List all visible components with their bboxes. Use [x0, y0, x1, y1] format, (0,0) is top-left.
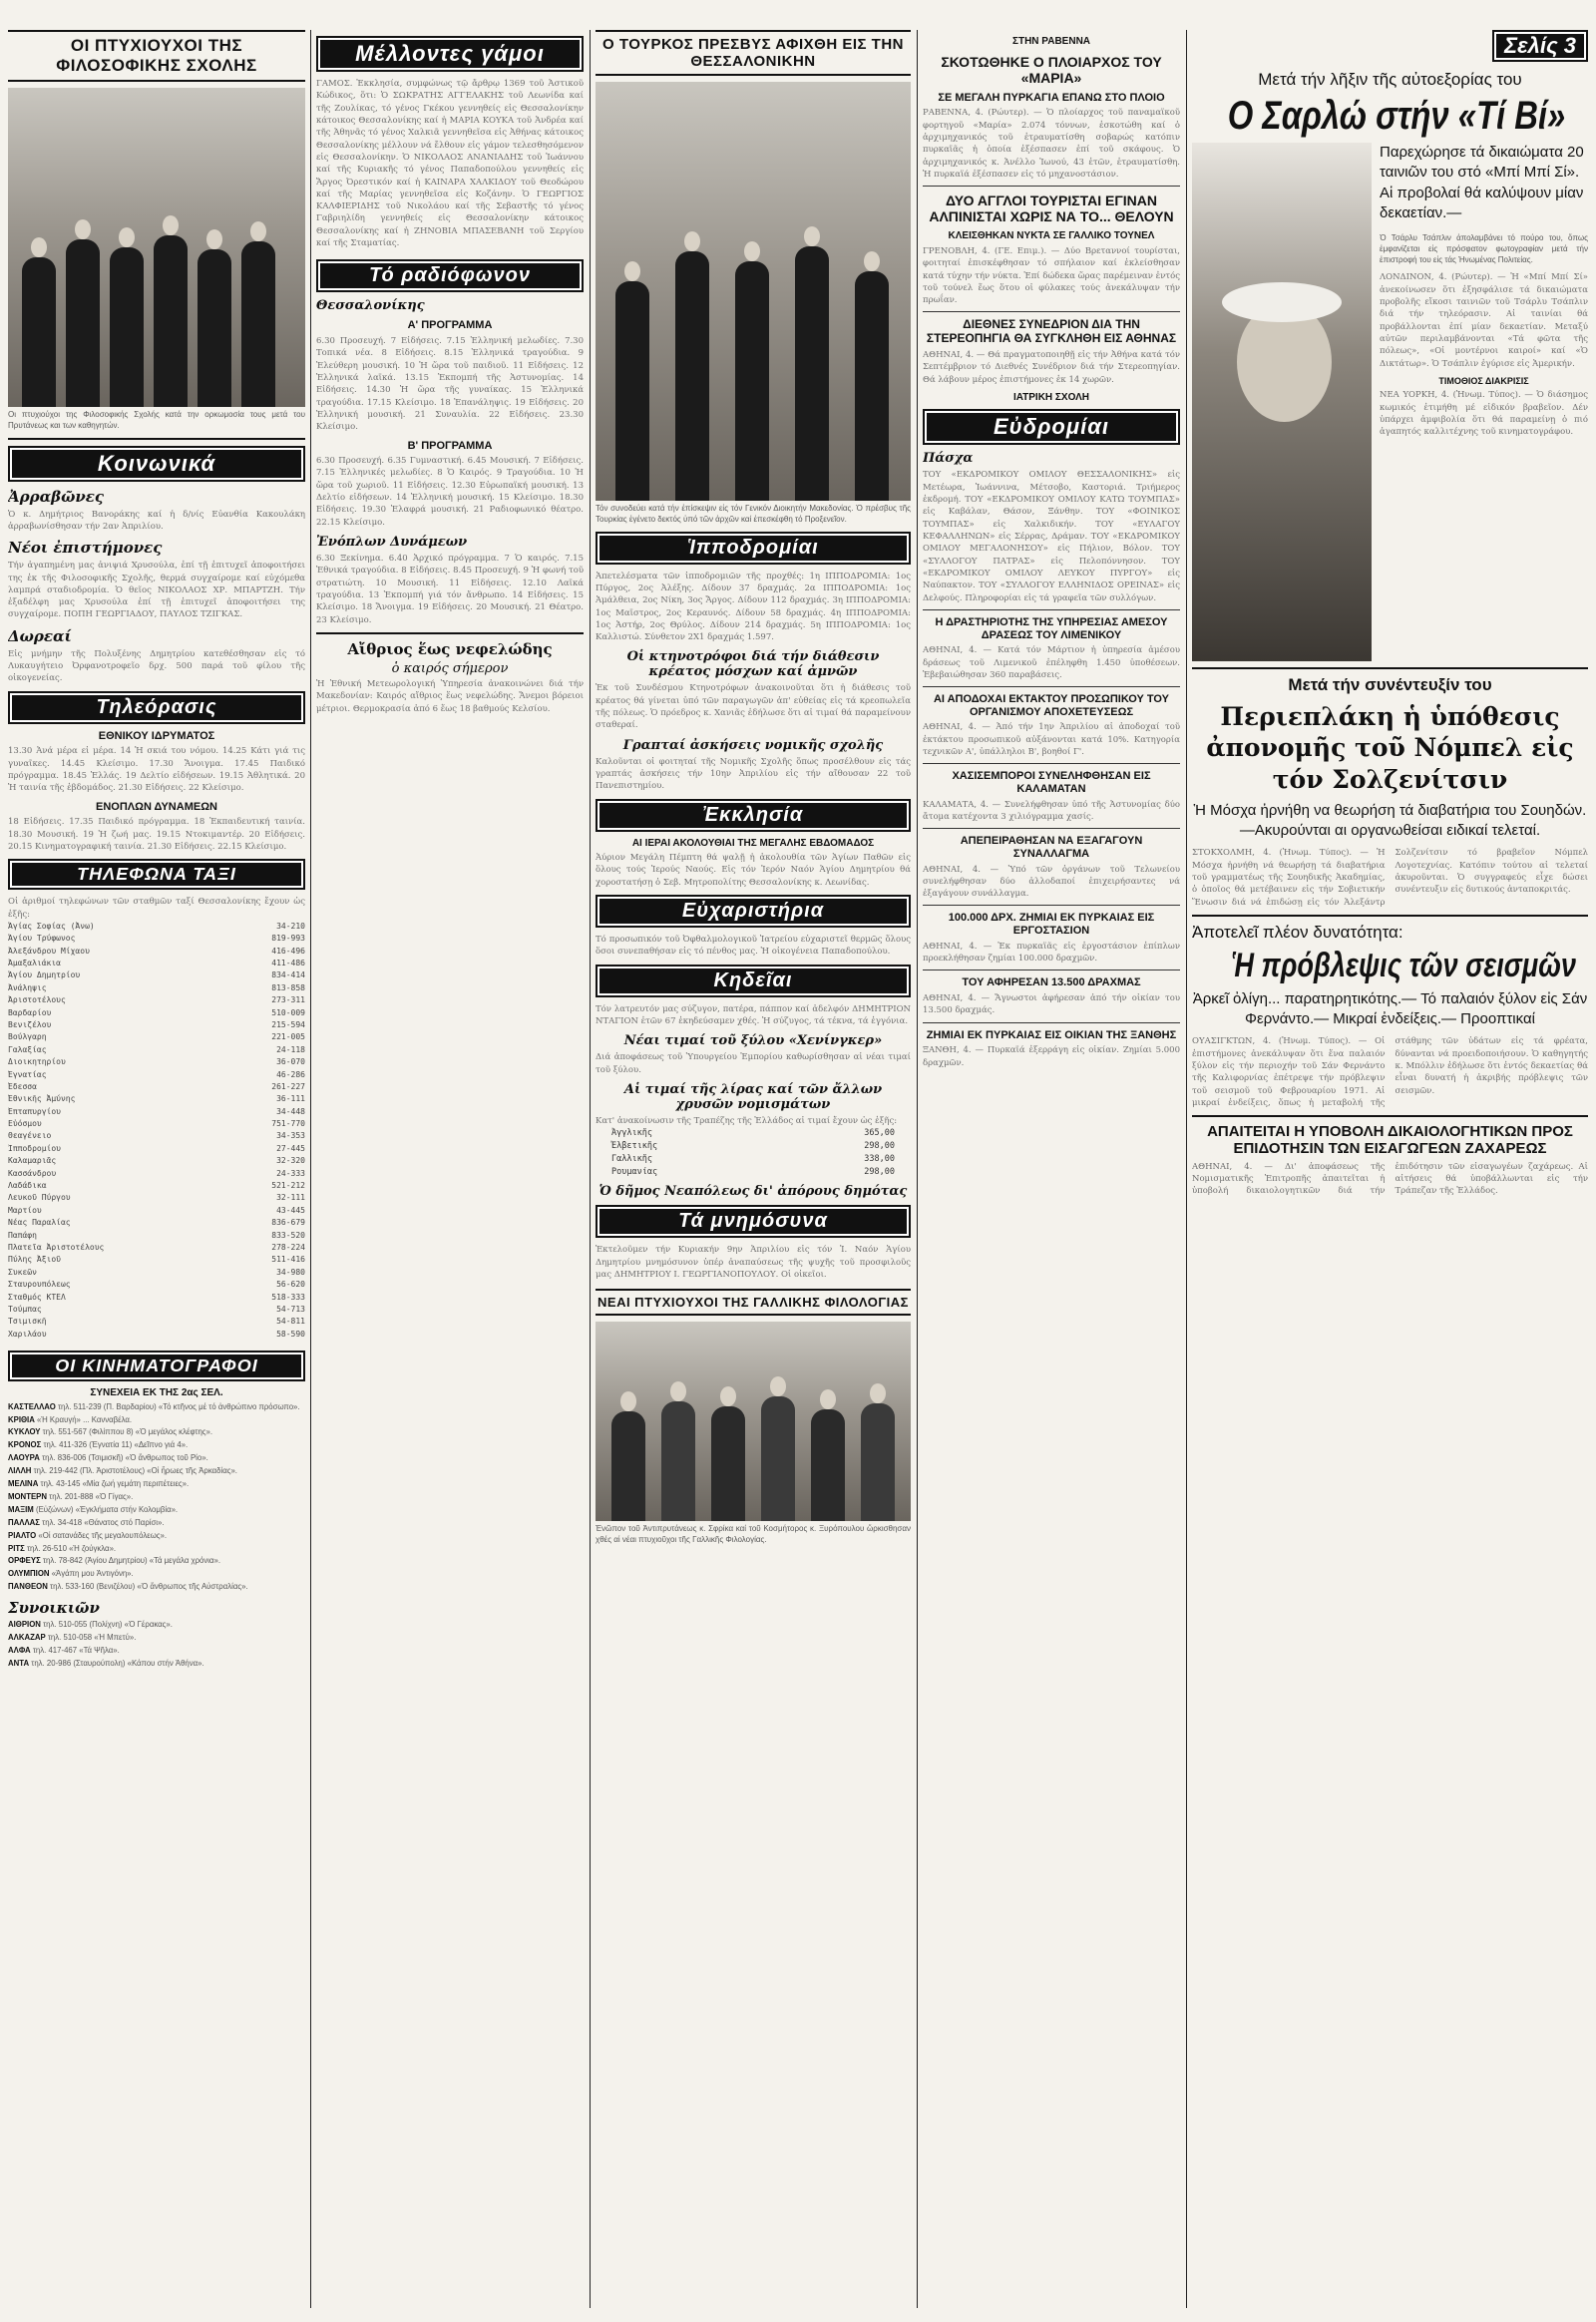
graduates-photo — [8, 88, 305, 407]
dorea-text: Εἰς μνήμην τῆς Πολυξένης Δημητρίου κατεθέσθησαν εἰς τό Λυκαυγήτειο Ὀρφανοτροφεῖο δρχ. 500 παρά τοῦ φίλου τῆς οἰκογενείας. — [8, 648, 305, 684]
chaplin-photo — [1192, 143, 1372, 661]
xanthi-header: ΖΗΜΙΑΙ ΕΚ ΠΥΡΚΑΙΑΣ ΕΙΣ ΟΙΚΙΑΝ ΤΗΣ ΞΑΝΘΗΣ — [926, 1028, 1177, 1041]
cinema-name: ΚΥΚΛΟΥ — [8, 1427, 41, 1437]
ravenna-text: ΡΑΒΕΝΝΑ, 4. (Ρώυτερ). — Ὁ πλοίαρχος τοῦ παναμαϊκοῦ φορτηγοῦ «Μαρία» 2.074 τόννων, ἐσκοτώθη καί ὁ ἀρχιμηχανικός τοῦ ἐτραυματίσθη σοβαρώς κατόπιν πυρκαϊᾶς ἡ ὁποία ἐξέσπασεν ἐπί τοῦ σκάφους. Ὁ ἀρχιμηχανικός κ. Ἀνέλλο Ἰωνού, 43 ἐτῶν, ἐτραυματίσθη. Ἡ πυρκαϊά ἐξέσπασεν εἰς τό μηχανοστάσιον. — [923, 108, 1180, 180]
cinema-name: ΟΡΦΕΥΣ — [8, 1556, 41, 1566]
taxi-stand-number: 215-594 — [271, 1019, 305, 1029]
taxi-stand-name: Ἁγίας Σοφίας (Ἀνω) — [8, 921, 95, 931]
photo-caption: Οι πτυχιούχοι της Φιλοσοφικής Σχολής κατά την ορκωμοσία τους μετά του Πρυτάνεως και των καθηγητών. — [8, 410, 305, 430]
taxi-phone-row — [8, 921, 305, 933]
ktinotrofoi-header: Οἱ κτηνοτρόφοι διά τήν διάθεσιν κρέατος μόσχων καί ἀμνῶν — [626, 649, 880, 680]
cinema-details: τηλ. 219-442 (Πλ. Ἀριστοτέλους) «Οἱ ἥρωες τῆς Ἀρκαδίας». — [31, 1466, 237, 1476]
lires-header: Αἱ τιμαί τῆς λίρας καί τῶν ἄλλων χρυσῶν νομισμάτων — [623, 1081, 883, 1112]
taxi-stand-name: Ἁγίου Τρύφωνος — [8, 934, 76, 944]
column-3 — [596, 30, 911, 2314]
afairesi-text: ΑΘΗΝΑΙ, 4. — Ἄγνωστοι ἀφήρεσαν ἀπό τήν οἰκίαν του 13.500 δραχμάς. — [923, 993, 1180, 1016]
cinema-details: τηλ. 43-145 «Μία ζωή γεμάτη περιπέτειες». — [38, 1479, 190, 1489]
taxi-stand-number: 24-333 — [276, 1168, 305, 1178]
cinema-name: ΑΛΚΑΖΑΡ — [8, 1633, 46, 1643]
cinema-details: τηλ. 510-055 (Πολίχνη) «Ὁ Γέρακας». — [40, 1620, 173, 1630]
ktinotrofoi-text: Ἐκ τοῦ Συνδέσμου Κτηνοτρόφων ἀνακοινοῦται ὅτι ἡ διάθεσις τοῦ κρέατος θά γίνεται ὑπό τῶν παραγωγῶν ἀπ' εὐθείας εἰς τά κρεοπωλεῖα τῆς πόλεως. Ὁ πρόεδρος κ. Χανιᾶς ἐδήλωσε ὅτι αἱ τιμαί θά παραμείνουν σταθεραί. — [596, 683, 911, 731]
taxi-stand-number: 32-320 — [276, 1156, 305, 1166]
taxi-phone-row — [8, 982, 305, 994]
ekklisia-text: Ἀύριον Μεγάλη Πέμπτη θά ψαλῇ ἡ ἀκολουθία τῶν Ἁγίων Παθῶν εἰς ὅλους τούς Ἱερούς Ναούς. Εἰς τόν Ἱερόν Ναόν Ἁγίου Δημητρίου θά χοροστατήσῃ ὁ Σεβ. Μητροπολίτης Θεσσαλονίκης κ. Λεωνίδας. — [596, 853, 911, 888]
gold-price-row — [596, 1153, 911, 1166]
gold-price-list — [596, 1127, 911, 1178]
taxi-stand-number: 54-713 — [276, 1304, 305, 1314]
cinema-details: τηλ. 417-467 «Τά Ψῆλα». — [30, 1646, 120, 1655]
taxi-phone-row — [8, 969, 305, 981]
taxi-stand-number: 54-811 — [276, 1317, 305, 1327]
seismoi-top: Ἀποτελεῖ πλέον δυνατότητα: — [1192, 922, 1403, 942]
cinema-name: ΜΟΝΤΕΡΝ — [8, 1491, 47, 1501]
cinema-details: (Εὐζώνων) «Ἐγκλήματα στήν Κολομβία». — [33, 1504, 179, 1514]
taxi-stand-number: 43-445 — [276, 1205, 305, 1215]
taxi-phone-row — [8, 1031, 305, 1043]
ekklisia-sub: ΑΙ ΙΕΡΑΙ ΑΚΟΛΟΥΘΙΑΙ ΤΗΣ ΜΕΓΑΛΗΣ ΕΒΔΟΜΑΔΟΣ — [631, 837, 875, 849]
dimos-header: Ὁ δῆμος Νεαπόλεως δι' ἀπόρους δημότας — [598, 1184, 908, 1200]
taxi-stand-name: Σταθμός ΚΤΕΛ — [8, 1292, 66, 1302]
taxi-phone-row — [8, 1130, 305, 1142]
enoplon-header: Ἐνόπλων Δυνάμεων — [316, 535, 468, 551]
taxi-stand-name: Τούμπας — [8, 1304, 42, 1314]
taxi-phone-row — [8, 1254, 305, 1266]
cinema-entry — [8, 1544, 305, 1555]
taxi-stand-number: 27-445 — [276, 1143, 305, 1153]
coin-price: 338,00 — [864, 1153, 895, 1164]
column-5 — [1192, 30, 1588, 2314]
taxi-stand-name: Χαριλάου — [8, 1329, 47, 1339]
dimosion-text: ΑΘΗΝΑΙ, 4. — Κατά τόν Μάρτιον ἡ ὑπηρεσία ἀμέσου δράσεως τοῦ Λιμενικοῦ ἐπέληφθη 1.450 ὑποθέσεων. Ἐβεβαιώθησαν 360 παραβάσεις. — [923, 645, 1180, 680]
programma-a-header: Α' ΠΡΟΓΡΑΜΜΑ — [407, 319, 493, 332]
cinema-entry — [8, 1505, 305, 1516]
cinema-entry — [8, 1633, 305, 1644]
cinema-details: τηλ. 411-326 (Ἐγνατία 11) «Δεῖπνο γιά 4». — [41, 1440, 189, 1450]
cinema-name: ΟΛΥΜΠΙΟΝ — [8, 1569, 50, 1579]
taxi-stand-number: 273-311 — [271, 995, 305, 1005]
kairos-sub: ὁ καιρός σήμερον — [391, 660, 509, 676]
cinema-details: τηλ. 511-239 (Π. Βαρδαρίου) «Τό κτῆνος μέ τό ἀνθρώπινο πρόσωπο». — [55, 1401, 300, 1411]
cinema-entry — [8, 1659, 305, 1670]
cinema-name: ΜΕΛΙΝΑ — [8, 1479, 39, 1489]
cinema-name: ΠΑΝΘΕΟΝ — [8, 1582, 48, 1592]
aggloi-text: ΓΡΕΝΟΒΛΗ, 4. (ΓΕ. Επιμ.). — Δύο Βρεταννοί τουρίσται, φοιτηταί ἐπισκέφθησαν τό σπήλαιον καί ἐκλείσθησαν κατά τύχην τήν νύκτα. Ἐπί δώδεκα ὥρας παρέμειναν ἐντός τοῦ τούνελ ἕως ὅτου οἱ φύλακες τούς ἀνεκάλυψαν τήν πρωΐαν. — [923, 245, 1180, 306]
kairos-text: Ἡ Ἐθνική Μετεωρολογική Ὑπηρεσία ἀνακοινώνει διά τήν Μακεδονίαν: Καιρός αἴθριος ἕως νεφελώδης. Ἄνεμοι βόρειοι μέτριοι. Θερμοκρασία ἀπό 6 ἕως 18 βαθμούς Κελσίου. — [316, 678, 584, 714]
taxi-stand-number: 278-224 — [271, 1242, 305, 1252]
cinema-name: ΚΡΙΘΙΑ — [8, 1414, 35, 1424]
apepiravsan-header: ΑΠΕΠΕΙΡΑΘΗΣΑΝ ΝΑ ΕΞΑΓΑΓΟΥΝ ΣΥΝΑΛΛΑΓΜΑ — [960, 835, 1143, 860]
tv-sub: Παρεχώρησε τά δικαιώματα 20 ταινιῶν του στό «Μπί Μπί Σί». Αἱ προβολαί θά καλύψουν μίαν δεκαετίαν.— — [1380, 144, 1584, 221]
kideiai-header: Κηδεῖαι — [596, 965, 911, 997]
taxi-stand-name: Γαλαξίας — [8, 1044, 47, 1054]
cinema-details: τηλ. 533-160 (Βενιζέλου) «Ὁ ἄνθρωπος τῆς Αὐστραλίας». — [47, 1582, 248, 1592]
cinema-entry — [8, 1582, 305, 1593]
ambassador-photo — [596, 82, 911, 501]
taxi-stand-name: Καλαμαριᾶς — [8, 1156, 57, 1166]
cinema-name: ΛΙΛΛΗ — [8, 1466, 32, 1476]
synedrion-header: ΔΙΕΘΝΕΣ ΣΥΝΕΔΡΙΟΝ ΔΙΑ ΤΗΝ ΣΤΕΡΕΟΠΗΓΙΑ ΘΑ ΣΥΓΚΛΗΘΗ ΕΙΣ ΑΘΗΝΑΣ — [926, 317, 1177, 346]
taxi-stand-number: 56-620 — [276, 1280, 305, 1290]
aggloi-header: ΔΥΟ ΑΓΓΛΟΙ ΤΟΥΡΙΣΤΑΙ ΕΓΙΝΑΝ ΑΛΠΙΝΙΣΤΑΙ ΧΩΡΙΣ ΝΑ ΤΟ... ΘΕΛΟΥΝ — [929, 193, 1174, 225]
eudromiai-sub: Πάσχα — [923, 451, 974, 467]
tourkos-caption: Τόν συνοδεύει κατά τήν ἐπίσκεψιν εἰς τόν Γενικόν Διοικητήν Μακεδονίας. Ὁ πρέσβυς τῆς Τουρκίας ἐγένετο δεκτός ὑπό τῶν ἀρχῶν καί ἐπεσκέφθη τό Προξενεῖον. — [596, 504, 911, 524]
mellontes-text: ΓΑΜΟΣ. Ἐκκλησία, συμφώνως τῷ ἄρθρῳ 1369 τοῦ Ἀστικοῦ Κώδικος, ὅτι: Ὁ ΣΩΚΡΑΤΗΣ ΑΓΓΕΛΑΚΗΣ τοῦ Λεωνίδα καί τῆς Ζουλίκας, τό γένος Γκέκου γεννηθείς εἰς Θεσσαλονίκην κάτοικος Θεσσαλονίκης καί ἡ ΜΑΡΙΑ ΚΟΥΚΑ τοῦ Ἀνδρέα καί τῆς Ἀθηνᾶς τό γένος Χαλκιᾶ γεννηθεῖσα εἰς Ἀθήνας κάτοικος Θεσσαλονίκης μέλλουν νά ἔλθουν εἰς γάμον τελεσθησόμενον εἰς Θεσσαλονίκην. Ὁ ΝΙΚΟΛΑΟΣ ΑΝΑΝΙΑΔΗΣ τοῦ Ἰωάννου καί τῆς Κυριακῆς τό γένος Παπαδοπούλου γεννηθείς εἰς Ἄργος Ὀρεστικόν καί ἡ ΚΑΙΝΑΡΑ ΧΑΛΚΙΔΟΥ τοῦ Θεοδώρου καί τῆς Μαρίας γεννηθεῖσα εἰς Κοζάνην. Ὁ ΓΕΩΡΓΙΟΣ ΚΑΛΦΙΕΡΙΔΗΣ τοῦ Νικολάου καί τῆς Σεβαστῆς τό γένος Γαβριηλίδη γεννηθείς εἰς Θεσσαλονίκην κάτοικος Θεσσαλονίκης καί ἡ ΖΗΝΟΒΙΑ ΜΠΑΣΕΒΑΝΗ τοῦ Σεργίου καί τῆς Σταματίας. — [316, 79, 584, 249]
taxi-phone-row — [8, 933, 305, 945]
taxi-phone-row — [8, 946, 305, 958]
taxi-phone-list — [8, 921, 305, 1341]
arravones-header: Ἀρραβῶνες — [8, 487, 105, 506]
cinema-entry — [8, 1479, 305, 1490]
kairos-header: Αἴθριος ἕως νεφελώδης — [347, 639, 553, 658]
programma-b-header: Β' ΠΡΟΓΡΑΜΜΑ — [407, 439, 493, 452]
taxi-stand-number: 32-111 — [276, 1193, 305, 1203]
column-rule — [590, 30, 591, 2308]
eid-text: 13.30 Ἀνά μέρα εἰ μέρα. 14 Ἡ σκιά του νόμου. 14.25 Κάτι γιά τις γυναῖκες. 14.45 Κλείσιμο. 17.30 Ἄνοιγμα. 17.45 Παιδικό πρόγραμμα. 18.45 Ἐλλάς. 19 Δελτίο εἰδήσεων. 19.15 Ἀθλητικά. 20 Ἡ ταινία τῆς ἑβδομάδος. 21.30 Εἰδήσεις. 22 Κλείσιμο. — [8, 746, 305, 794]
taxi-phone-row — [8, 1118, 305, 1130]
xanthi-text: ΞΑΝΘΗ, 4. — Πυρκαϊά ἐξερράγη εἰς οἰκίαν. Ζημίαι 5.000 δραχμῶν. — [923, 1045, 1180, 1068]
taxi-phone-row — [8, 1192, 305, 1204]
coin-name: Γαλλικῆς — [611, 1153, 652, 1164]
taxi-stand-number: 411-486 — [271, 958, 305, 968]
taxi-phone-row — [8, 1279, 305, 1291]
kideiai-text: Τόν λατρευτόν μας σύζυγον, πατέρα, πάππον καί ἀδελφόν ΔΗΜΗΤΡΙΟΝ ΝΤΑΓΙΟΝ ἐτῶν 67 ἐκηδεύσαμεν χθές. Ἡ σύζυγος, τά τέκνα, τά ἐγγόνια. — [596, 1003, 911, 1027]
seismoi-sub: Ἀρκεῖ ὀλίγη... παρατηρητικότης.— Τό παλαιόν ξύλον εἰς Σάν Φερνάντο.— Μικραί ἐνδείξεις.— Προοπτικαί — [1192, 989, 1588, 1028]
dorea-header: Δωρεαί — [8, 626, 72, 645]
cinema-name: ΑΝΤΑ — [8, 1658, 30, 1668]
taxi-phone-row — [8, 1155, 305, 1167]
taxi-stand-number: 813-858 — [271, 982, 305, 992]
zimiai-text: ΑΘΗΝΑΙ, 4. — Ἐκ πυρκαϊᾶς εἰς ἐργοστάσιον ἐπίπλων προεκλήθησαν ζημίαι 100.000 δραχμῶν. — [923, 941, 1180, 965]
tv-caption: Ὁ Τσάρλυ Τσάπλιν ἀπολαμβάνει τό πούρο του, ὅπως ἐμφανίζεται εἰς πρόσφατον φωτογραφίαν μετά τήν ἐπιστροφή του εἰς τάς Ἡνωμένας Πολιτείας. — [1380, 233, 1588, 264]
cinema-entry — [8, 1492, 305, 1503]
taxi-stand-number: 261-227 — [271, 1081, 305, 1091]
tv-author: ΤΙΜΟΘΙΟΣ ΔΙΑΚΡΙΣΙΣ — [1438, 375, 1529, 386]
taxi-stand-name: Πλατεῖα Ἀριστοτέλους — [8, 1242, 105, 1252]
cinema-entry — [8, 1415, 305, 1426]
cinema-details: τηλ. 510-058 «Ἡ Μπετύ». — [45, 1633, 137, 1643]
coin-name: Ρουμανίας — [611, 1166, 658, 1177]
taxi-stand-number: 836-679 — [271, 1218, 305, 1228]
nobel-text: ΣΤΟΚΧΟΛΜΗ, 4. (Ἡνωμ. Τύπος). — Ἡ Μόσχα ἠρνήθη νά θεωρήσῃ τά διαβατήρια τοῦ γραμματέως τῆς Σουηδικῆς Ἀκαδημίας, ὁ ὁποῖος θά μετέβαινεν εἰς τήν Σοβιετικήν Ἕνωσιν διά νά ἐπιδώσῃ εἰς τόν Ἀλεξάντρ Σολζενίτσιν τό βραβεῖον Νόμπελ Λογοτεχνίας. Κατόπιν τούτου αἱ τελεταί ἀκυροῦνται. Ὁ συγγραφεύς εἶχε δώσει συνέντευξιν εἰς δυτικούς ἀνταποκριτάς. — [1192, 848, 1588, 908]
taxi-phone-row — [8, 1069, 305, 1081]
taxi-stand-number: 24-118 — [276, 1044, 305, 1054]
cinema-details: τηλ. 836-006 (Τσιμισκῆ) «Ὁ ἄνθρωπος τοῦ Ρίο». — [39, 1453, 208, 1463]
cinema-list — [8, 1402, 305, 1594]
nees-text: Διά ἀποφάσεως τοῦ Ὑπουργείου Ἐμπορίου καθωρίσθησαν αἱ νέαι τιμαί τοῦ ξύλου. — [596, 1052, 911, 1075]
gallikis-banner: ΝΕΑΙ ΠΤΥΧΙΟΥΧΟΙ ΤΗΣ ΓΑΛΛΙΚΗΣ ΦΙΛΟΛΟΓΙΑΣ — [596, 1289, 911, 1316]
taxi-stand-name: Λαδάδικα — [8, 1181, 47, 1191]
programma-b-text: 6.30 Προσευχή. 6.35 Γυμναστική. 6.45 Μουσική. 7 Εἰδήσεις. 7.15 Ἑλληνικές μελωδίες. 8 Ὁ Καιρός. 9 Τραγούδια. 10 Ἡ ὥρα τοῦ χωριοῦ. 11 Εἰδήσεις. 12.30 Εὐρωπαϊκή μουσική. 13 Δελτίο εἰδήσεων. 14 Ἑλληνική μουσική. 15 Κλείσιμο. 18.30 Εἰδήσεις. 19.30 Ἐλαφρά μουσική. 21 Ραδιοφωνικό θέατρο. 22.15 Κλείσιμο. — [316, 456, 584, 528]
column-4 — [923, 30, 1180, 2314]
cinema-entry — [8, 1453, 305, 1464]
eid-header: ΕΘΝΙΚΟΥ ΙΔΡΥΜΑΤΟΣ — [98, 729, 215, 742]
cinema-entry — [8, 1518, 305, 1529]
eucharistiria-text: Τό προσωπικόν τοῦ Ὀφθαλμολογικοῦ Ἰατρείου εὐχαριστεῖ θερμῶς ὅλους ὅσοι συνεπαθήσαν εἰς τό πένθος μας. Ἡ οἰκογένεια Παπαδοπούλου. — [596, 935, 911, 958]
neoi-header: Νέοι ἐπιστήμονες — [8, 539, 163, 558]
cinema-name: ΑΙΘΡΙΟΝ — [8, 1620, 41, 1630]
taxi-phone-row — [8, 1143, 305, 1155]
ravenna-header: ΣΚΟΤΩΘΗΚΕ Ο ΠΛΟΙΑΡΧΟΣ ΤΟΥ «ΜΑΡΙΑ» — [941, 53, 1162, 86]
taxi-stand-name: Μαρτίου — [8, 1205, 42, 1215]
taxi-phone-row — [8, 1106, 305, 1118]
french-graduates-photo — [596, 1322, 911, 1521]
koinonika-header: Κοινωνικά — [8, 446, 305, 482]
taxi-phone-row — [8, 958, 305, 969]
cinema-details: τηλ. 20-986 (Σταυρούπολη) «Κάπου στήν Ἀθήνα». — [29, 1658, 204, 1668]
taxi-stand-name: Εὐόσμου — [8, 1119, 42, 1129]
taxi-stand-number: 221-005 — [271, 1032, 305, 1042]
taxi-stand-number: 34-210 — [276, 921, 305, 931]
taxi-stand-name: Ἀνάληψις — [8, 982, 47, 992]
taxi-phone-row — [8, 1044, 305, 1056]
tileorasi-header: Τηλεόρασις — [8, 691, 305, 724]
iatriki-sub: ΙΑΤΡΙΚΗ ΣΧΟΛΗ — [1012, 391, 1090, 403]
coin-name: Ἐλβετικῆς — [611, 1141, 658, 1152]
mellontes-header: Μέλλοντες γάμοι — [316, 36, 584, 72]
synoikion-header: Συνοικιῶν — [8, 1599, 100, 1618]
kinimatografoi-sub: ΣΥΝΕΧΕΙΑ ΕΚ ΤΗΣ 2ας ΣΕΛ. — [90, 1387, 223, 1399]
taxi-stand-name: Ἀμαξαλιάκια — [8, 958, 61, 968]
taxi-stand-name: Διοικητηρίου — [8, 1057, 66, 1067]
taxi-stand-name: Βενιζέλου — [8, 1019, 52, 1029]
coin-name: Ἀγγλικῆς — [611, 1128, 652, 1139]
taxi-stand-name: Κασσάνδρου — [8, 1168, 57, 1178]
seismoi-headline: Ἡ πρόβλεψις τῶν σεισμῶν — [1231, 946, 1577, 984]
column-2 — [316, 30, 584, 2314]
nobel-headline: Περιεπλάκη ἡ ὑπόθεσις ἀπονομῆς τοῦ Νόμπελ εἰς τόν Σολζενίτσιν — [1206, 702, 1574, 794]
cinema-details: τηλ. 78-842 (Ἁγίου Δημητρίου) «Τά μεγάλα χρόνια». — [40, 1556, 221, 1566]
taxi-stand-number: 46-286 — [276, 1069, 305, 1079]
taxi-stand-name: Θεαγένειο — [8, 1131, 52, 1141]
taxi-stand-name: Συκεῶν — [8, 1267, 37, 1277]
enoplon-text: 6.30 Ξεκίνημα. 6.40 Ἀρχικό πρόγραμμα. 7 Ὁ καιρός. 7.15 Ἐθνικά τραγούδια. 8 Εἰδήσεις. 8.45 Προσευχή. 9 Ἡ φωνή τοῦ στρατιώτη. 10 Μουσική. 11 Εἰδήσεις. 12.10 Λαϊκά τραγούδια. 13 Ἐκπομπή γιά τόν ἄνθρωπο. 14 Εἰδήσεις. 15 Κλείσιμο. 18 Ἄνοιγμα. 19 Εἰδήσεις. 20 Μουσική. 21 Θέατρο. 23 Κλείσιμο. — [316, 554, 584, 625]
taxi-phone-row — [8, 1292, 305, 1304]
cinema-details: τηλ. 551-567 (Φιλίππου 8) «Ὁ μεγάλος κλέφτης». — [40, 1427, 213, 1437]
coin-price: 298,00 — [864, 1166, 895, 1177]
gallikis-caption: Ἐνῶπον τοῦ Ἀντιπρυτάνεως κ. Σφρίκα καί τοῦ Κοσμήτορος κ. Ξυρόπουλου ὤρκισθησαν χθές αἱ νέαι πτυχιοῦχοι τῆς Γαλλικῆς Φιλολογίας. — [596, 1524, 911, 1545]
taxi-stand-name: Ἀριστοτέλους — [8, 995, 66, 1005]
tv-headline: Ο Σαρλώ στήν «Τί Βί» — [1227, 94, 1566, 138]
cinema-name: ΠΑΛΛΑΣ — [8, 1517, 40, 1527]
eid2-header: ΕΝΟΠΛΩΝ ΔΥΝΑΜΕΩΝ — [96, 800, 217, 813]
taxi-stand-number: 518-333 — [271, 1292, 305, 1302]
nees-header: Νέαι τιμαί τοῦ ξύλου «Χενίνγκερ» — [623, 1033, 883, 1049]
column-rule — [917, 30, 918, 2308]
coin-price: 298,00 — [864, 1141, 895, 1152]
column-1 — [8, 30, 305, 2314]
taxi-stand-name: Λευκοῦ Πύργου — [8, 1193, 71, 1203]
sakcharis-header: ΑΠΑΙΤΕΙΤΑΙ Η ΥΠΟΒΟΛΗ ΔΙΚΑΙΟΛΟΓΗΤΙΚΩΝ ΠΡΟΣ ΕΠΙΔΟΤΗΣΙΝ ΤΩΝ ΕΙΣΑΓΩΓΕΩΝ ΖΑΧΑΡΕΩΣ — [1207, 1123, 1573, 1158]
taxi-stand-name: Παπάφη — [8, 1230, 37, 1240]
taxi-phone-row — [8, 1081, 305, 1093]
mnimosyna-text: Ἐκτελοῦμεν τήν Κυριακήν 9ην Ἀπριλίου εἰς τόν Ἱ. Ναόν Ἁγίου Δημητρίου μνημόσυνον ὑπέρ ἀναπαύσεως τῆς ψυχῆς τοῦ προσφιλοῦς μας ΔΗΜΗΤΡΙΟΥ Ι. ΓΕΩΡΓΙΑΝΟΠΟΥΛΟΥ. Οἱ οἰκεῖοι. — [596, 1245, 911, 1280]
tourkos-banner: Ο ΤΟΥΡΚΟΣ ΠΡΕΣΒΥΣ ΑΦΙΧΘΗ ΕΙΣ ΤΗΝ ΘΕΣΣΑΛΟΝΙΚΗΝ — [596, 30, 911, 76]
tv-text: ΛΟΝΔΙΝΟΝ, 4. (Ρώυτερ). — Ἡ «Μπί Μπί Σί» ἀνεκοίνωσεν ὅτι ἐξησφάλισε τά δικαιώματα προβολῆς εἴκοσι ταινιῶν τοῦ Τσάρλυ Τσάπλιν διά τήν τηλεόρασιν. Αἱ ταινίαι θά προβάλλονται ἐπί μίαν δεκαετίαν. Μεταξύ αὐτῶν περιλαμβάνονται «Τά φῶτα τῆς πόλεως», «Οἱ μοντέρνοι καιροί» καί «Ὁ Δικτάτωρ». Ὁ Τσάπλιν ἐγύρισε εἰς Ἀμερικήν. — [1380, 272, 1588, 369]
cinema-entry — [8, 1402, 305, 1413]
taxi-stand-number: 511-416 — [271, 1255, 305, 1265]
cinema-name: ΚΡΟΝΟΣ — [8, 1440, 42, 1450]
taxi-stand-number: 34-353 — [276, 1131, 305, 1141]
taxi-stand-number: 833-520 — [271, 1230, 305, 1240]
nobel-top: Μετά τήν συνέντευξίν του — [1288, 675, 1492, 694]
taxi-stand-number: 510-009 — [271, 1007, 305, 1017]
taxi-phone-row — [8, 1093, 305, 1105]
ippodromiai-header: Ἱπποδρομίαι — [596, 532, 911, 565]
page-number-sticker: Σελίς 3 — [1492, 30, 1588, 62]
cinema-details: τηλ. 34-418 «Θάνατος στό Παρίσι». — [39, 1517, 165, 1527]
taxi-stand-number: 819-993 — [271, 934, 305, 944]
apodoxai-text: ΑΘΗΝΑΙ, 4. — Ἀπό τήν 1ην Ἀπριλίου αἱ ἀποδοχαί τοῦ ἐκτάκτου προσωπικοῦ αὐξάνονται κατά 10%. Κατηγορία τεχνικῶν Α', ὑπάλληλοι Β', βοηθοί Γ'. — [923, 722, 1180, 758]
taxi-stand-name: Ἑπταπυργίου — [8, 1106, 61, 1116]
cinema-entry — [8, 1569, 305, 1580]
ippodromiai-text: Ἀπετελέσματα τῶν ἱπποδρομιῶν τῆς προχθές: 1η ΙΠΠΟΔΡΟΜΙΑ: 1ος Πύργος, 2ος Ἀλέξης. Δίδουν 37 δραχμάς. 2α ΙΠΠΟΔΡΟΜΙΑ: 1ος Ἀμάλθεια, 2ος Νίκη, 3ος Ἄργος. Δίδουν 112 δραχμάς. 3η ΙΠΠΟΔΡΟΜΙΑ: 1ος Μαϊστρος, 2ος Κεραυνός. Δίδουν 58 δραχμάς. 4η ΙΠΠΟΔΡΟΜΙΑ: 1ος Ἀστήρ, 2ος Θρύλος. Δίδουν 214 δραχμάς. 5η ΙΠΠΟΔΡΟΜΙΑ: 1ος Καλλιστώ. Σύνθετον 2Χ1 δραχμάς 1.597. — [596, 571, 911, 643]
synedrion-text: ΑΘΗΝΑΙ, 4. — Θά πραγματοποιηθῇ εἰς τήν Ἀθήνα κατά τόν Σεπτέμβριον τό Διεθνές Συνέδριον διά τήν Στερεοπηγίαν. Θά λάβουν μέρος ἐπιστήμονες ἐκ 14 χωρῶν. — [923, 350, 1180, 385]
cinema-name: ΚΑΣΤΕΛΛΑΟ — [8, 1401, 56, 1411]
eucharistiria-header: Εὐχαριστήρια — [596, 895, 911, 928]
cinema-entry — [8, 1427, 305, 1438]
cinema-entry — [8, 1620, 305, 1631]
taxi-phone-row — [8, 1267, 305, 1279]
taxi-stand-number: 58-590 — [276, 1329, 305, 1339]
ravenna-sub: ΣΕ ΜΕΓΑΛΗ ΠΥΡΚΑΓΙΑ ΕΠΑΝΩ ΣΤΟ ΠΛΟΙΟ — [938, 91, 1165, 104]
taxi-phone-row — [8, 1019, 305, 1031]
taxi-stand-number: 36-111 — [276, 1094, 305, 1104]
ravenna-top: ΣΤΗΝ ΡΑΒΕΝΝΑ — [1011, 36, 1091, 47]
taxi-stand-number: 34-980 — [276, 1267, 305, 1277]
taxi-stand-name: Ἕδεσσα — [8, 1081, 37, 1091]
lires-intro: Κατ' ἀνακοίνωσιν τῆς Τραπέζης τῆς Ἑλλάδος αἱ τιμαί ἔχουν ὡς ἑξῆς: — [596, 1115, 898, 1126]
grapta-text: Καλοῦνται οἱ φοιτηταί τῆς Νομικῆς Σχολῆς ὅπως προσέλθουν εἰς τάς γραπτάς ἀσκήσεις τήν 10ην Ἀπριλίου εἰς τήν αἴθουσαν 22 τοῦ Πανεπιστημίου. — [596, 756, 911, 792]
taxi-stand-name: Σταυρουπόλεως — [8, 1280, 71, 1290]
taxi-stand-number: 521-212 — [271, 1181, 305, 1191]
sakcharis-text: ΑΘΗΝΑΙ, 4. — Δι' ἀποφάσεως τῆς Νομισματικῆς Ἐπιτροπῆς ἀπαιτεῖται ἡ ὑποβολή δικαιολογητικῶν διά τήν ἐπιδότησιν τῶν εἰσαγωγέων ζαχάρεως. Αἱ αἰτήσεις θά ὑποβάλλωνται εἰς τήν Τράπεζαν τῆς Ἑλλάδος. — [1192, 1161, 1588, 1197]
cinema-entry — [8, 1646, 305, 1657]
cinema-details: «Ἡ Κραυγή» ... Κανναβέλα. — [34, 1414, 133, 1424]
cinema-entry — [8, 1531, 305, 1542]
afairesi-header: ΤΟΥ ΑΦΗΡΕΣΑΝ 13.500 ΔΡΑΧΜΑΣ — [962, 976, 1141, 989]
eudromiai-text: ΤΟΥ «ΕΚΔΡΟΜΙΚΟΥ ΟΜΙΛΟΥ ΘΕΣΣΑΛΟΝΙΚΗΣ» εἰς Μετέωρα, Ἰωάννινα, Μέτσοβο, Καστοριά. Τριήμερος ἐκδρομή. ΤΟΥ «ΕΚΔΡΟΜΙΚΟΥ ΟΜΙΛΟΥ ΚΑΤΩ ΤΟΥΜΠΑΣ» εἰς Καβάλαν, Θάσον, Ξάνθην. ΤΟΥ «ΦΟΙΝΙΚΟΣ ΤΟΥΜΠΑΣ» εἰς Χαλκιδικήν. ΤΟΥ «ΕΥΛΑΓΟΥ ΚΕΦΑΛΛΗΝΩΝ» εἰς Σέρρας, Δράμαν. ΤΟΥ «ΕΚΔΡΟΜΙΚΟΥ ΟΜΙΛΟΥ ΜΕΓΑΛΟΝΗΣΟΥ» εἰς Πήλιον, Βόλον. ΤΟΥ «ΣΥΛΛΟΓΟΥ ΠΑΤΡΑΣ» εἰς Πελοπόννησον. ΤΟΥ «ΕΚΔΡΟΜΙΚΟΥ ΟΜΙΛΟΥ ΛΕΥΚΟΥ ΠΥΡΓΟΥ» εἰς Ναύπακτον. ΤΟΥ «ΣΥΛΛΟΓΟΥ ΕΛΛΗΝΙΔΟΣ ΟΡΕΙΝΑΣ» εἰς Δελφούς. Πληροφορίαι εἰς τά γραφεῖα τῶν συλλόγων. — [923, 470, 1180, 603]
cinema-name: ΡΙΑΛΤΟ — [8, 1530, 37, 1540]
cinema-entry — [8, 1466, 305, 1477]
cinema-details: «Οἱ σατανάδες τῆς μεγαλουπόλεως». — [36, 1530, 168, 1540]
taxi-stand-name: Ἁγίου Δημητρίου — [8, 970, 81, 980]
taxi-phone-row — [8, 1329, 305, 1341]
taxi-phone-row — [8, 1056, 305, 1068]
zimiai-header: 100.000 ΔΡΧ. ΖΗΜΙΑΙ ΕΚ ΠΥΡΚΑΙΑΣ ΕΙΣ ΕΡΓΟΣΤΑΣΙΟΝ — [948, 912, 1155, 938]
taxi-stand-name: Νέας Παραλίας — [8, 1218, 71, 1228]
xasisemporoi-header: ΧΑΣΙΣΕΜΠΟΡΟΙ ΣΥΝΕΛΗΦΘΗΣΑΝ ΕΙΣ ΚΑΛΑΜΑΤΑΝ — [952, 770, 1151, 795]
cinema-name: ΛΑΟΥΡΑ — [8, 1453, 40, 1463]
cinema-name: ΜΑΞΙΜ — [8, 1504, 34, 1514]
mnimosyna-header: Τά μνημόσυνα — [596, 1205, 911, 1238]
taxi-phone-row — [8, 1180, 305, 1192]
taxi-phone-row — [8, 1205, 305, 1217]
eid2-text: 18 Εἰδήσεις. 17.35 Παιδικό πρόγραμμα. 18 Ἐκπαιδευτική ταινία. 18.30 Μουσική. 19 Ἡ ζωή μας. 19.15 Ντοκιμαντέρ. 20 Εἰδήσεις. 20.15 Κινηματογραφική ταινία. 21.30 Εἰδήσεις. 22.15 Κλείσιμο. — [8, 817, 305, 852]
cinema-entry — [8, 1440, 305, 1451]
taxi-stand-name: Ἱπποδρομίου — [8, 1143, 61, 1153]
taxi-stand-number: 416-496 — [271, 946, 305, 956]
kinimatografoi-header: ΟΙ ΚΙΝΗΜΑΤΟΓΡΑΦΟΙ — [8, 1351, 305, 1381]
coin-price: 365,00 — [864, 1128, 895, 1139]
taxi-stand-name: Ἐγνατίας — [8, 1069, 47, 1079]
apepiravsan-text: ΑΘΗΝΑΙ, 4. — Ὑπό τῶν ὀργάνων τοῦ Τελωνείου συνελήφθησαν δύο ἀλλοδαποί ἐπιχειρήσαντες νά ἐξαγάγουν συνάλλαγμα. — [923, 864, 1180, 900]
taxi-stand-name: Πύλης Ἀξιοῦ — [8, 1255, 61, 1265]
ekklisia-header: Ἐκκλησία — [596, 799, 911, 832]
column-rule — [310, 30, 311, 2308]
taxi-phone-row — [8, 1230, 305, 1242]
apodoxai-header: ΑΙ ΑΠΟΔΟΧΑΙ ΕΚΤΑΚΤΟΥ ΠΡΟΣΩΠΙΚΟΥ ΤΟΥ ΟΡΓΑΝΙΣΜΟΥ ΑΠΟΧΕΤΕΥΣΕΩΣ — [933, 693, 1170, 718]
gold-price-row — [596, 1140, 911, 1153]
taxi-stand-name: Ἐθνικῆς Ἀμύνης — [8, 1094, 76, 1104]
ptychiouchoi-banner: ΟΙ ΠΤΥΧΙΟΥΧΟΙ ΤΗΣ ΦΙΛΟΣΟΦΙΚΗΣ ΣΧΟΛΗΣ — [8, 30, 305, 82]
taxi-phone-row — [8, 1168, 305, 1180]
nobel-sub: Ἡ Μόσχα ἠρνήθη να θεωρήση τά διαβατήρια του Σουηδών.—Ακυρούνται αι οργανωθείσαι ειδικαί τελεταί. — [1193, 801, 1587, 839]
aggloi-sub: ΚΛΕΙΣΘΗΚΑΝ ΝΥΚΤΑ ΣΕ ΓΑΛΛΙΚΟ ΤΟΥΝΕΛ — [948, 230, 1155, 242]
cinema-details: τηλ. 26-510 «Ἡ ζούγκλα». — [24, 1543, 117, 1553]
taxi-phone-row — [8, 1007, 305, 1019]
taxi-stand-number: 751-770 — [271, 1119, 305, 1129]
cinema-list-suburbs — [8, 1620, 305, 1670]
xasisemporoi-text: ΚΑΛΑΜΑΤΑ, 4. — Συνελήφθησαν ὑπό τῆς Ἀστυνομίας δύο ἄτομα κατέχοντα 3 χιλιόγραμμα χασίς. — [923, 799, 1180, 822]
radio-sub: Θεσσαλονίκης — [316, 298, 425, 314]
cinema-details: τηλ. 201-888 «Ὁ Γίγας». — [47, 1491, 134, 1501]
column-rule — [1186, 30, 1187, 2308]
taxi-stand-name: Βούλγαρη — [8, 1032, 47, 1042]
tilefona-intro: Οἱ ἀριθμοί τηλεφώνων τῶν σταθμῶν ταξί Θεσσαλονίκης ἔχουν ὡς ἑξῆς: — [8, 897, 305, 920]
taxi-phone-row — [8, 1217, 305, 1229]
tv-text-2: ΝΕΑ ΥΟΡΚΗ, 4. (Ἡνωμ. Τύπος). — Ὁ διάσημος κωμικός ἐτιμήθη μέ εἰδικόν βραβεῖον. Δέν ὑπάρχει ἀμφιβολία ὅτι θά παραμείνῃ ὁ πιό ἀγαπητός καλλιτέχνης τοῦ κινηματογράφου. — [1380, 390, 1588, 438]
grapta-header: Γραπταί ἀσκήσεις νομικῆς σχολῆς — [622, 737, 884, 753]
taxi-phone-row — [8, 1242, 305, 1254]
gold-price-row — [596, 1127, 911, 1140]
seismoi-text: ΟΥΑΣΙΓΚΤΩΝ, 4. (Ἡνωμ. Τύπος). — Οἱ ἐπιστήμονες ἀνεκάλυψαν ὅτι ἕνα παλαιόν ξύλον εἰς τήν περιοχήν τοῦ Σάν Φερνάντο τῆς Καλιφορνίας ἐπέτρεψε τήν πρόβλεψιν τοῦ σεισμοῦ τοῦ Φεβρουαρίου 1971. Αἱ μικραί ἐνδείξεις, ὅπως ἡ μεταβολή τῆς στάθμης τῶν ὑδάτων εἰς τά φρέατα, δύνανται νά προειδοποιήσουν. Ὁ καθηγητής κ. Μπόλλιν ἐδήλωσε ὅτι ἐντός δεκαετίας θά εἶναι δυνατή ἡ ἀκριβής πρόβλεψις τῶν σεισμῶν. — [1192, 1036, 1588, 1108]
gold-price-row — [596, 1166, 911, 1179]
arravones-text: Ὁ κ. Δημήτριος Βανοράκης καί ἡ δ/νίς Εὐανθία Κακουλάκη ἀρραβωνίσθησαν τήν 2αν Ἀπριλίου. — [8, 509, 305, 532]
cinema-name: ΑΛΦΑ — [8, 1646, 31, 1655]
taxi-phone-row — [8, 1304, 305, 1316]
taxi-stand-number: 34-448 — [276, 1106, 305, 1116]
taxi-stand-name: Βαρδαρίου — [8, 1007, 52, 1017]
dimosion-header: Η ΔΡΑΣΤΗΡΙΟΤΗΣ ΤΗΣ ΥΠΗΡΕΣΙΑΣ ΑΜΕΣΟΥ ΔΡΑΣΕΩΣ ΤΟΥ ΛΙΜΕΝΙΚΟΥ — [935, 615, 1168, 641]
taxi-stand-name: Τσιμισκῆ — [8, 1317, 47, 1327]
radio-header: Τό ραδιόφωνον — [316, 259, 584, 292]
cinema-entry — [8, 1556, 305, 1567]
cinema-details: «Ἀγάπη μου Ἀντιγόνη». — [49, 1569, 134, 1579]
tv-top: Μετά τήν λῆξιν τῆς αὐτοεξορίας του — [1258, 70, 1522, 89]
taxi-stand-number: 834-414 — [271, 970, 305, 980]
cinema-name: ΡΙΤΣ — [8, 1543, 25, 1553]
tilefona-header: ΤΗΛΕΦΩΝΑ ΤΑΞΙ — [8, 859, 305, 890]
taxi-phone-row — [8, 994, 305, 1006]
neoi-text: Τήν ἀγαπημένη μας ἀνιψιά Χρυσούλα, ἐπί τῇ ἐπιτυχεῖ ἀποφοιτήσει της ἐκ τῆς Φιλοσοφικῆς Σχολῆς, θερμά συγχαίρομε καί εὐχόμεθα λαμπρά σταδιοδρομία. Ὁ θεῖος ΝΙΚΟΛΑΟΣ ΧΡ. ΜΠΑΡΤΖΗ. Τήν ἐξαδέλφη μας Χρυσούλα ἐπί τῇ ἐπιτυχεῖ ἀποφοιτήσει της συγχαίρομε. ΠΟΠΗ ΓΕΩΡΓΙΑΔΟΥ, ΠΑΥΛΟΣ ΤΖΙΓΚΑΣ. — [8, 561, 305, 620]
programma-a-text: 6.30 Προσευχή. 7 Εἰδήσεις. 7.15 Ἑλληνική μελωδίες. 7.30 Τοπικά νέα. 8 Εἰδήσεις. 8.15 Ἑλληνικά τραγούδια. 9 Ἐλεύθερη μουσική. 10 Ἡ ὥρα τοῦ παιδιοῦ. 11 Εἰδήσεις. 12 Ἑλληνικά λαϊκά. 13.15 Ἐκπομπή τῆς Ἀστυνομίας. 14 Εἰδήσεις. 14.30 Ἡ ὥρα τῆς γυναίκας. 15 Ἑλληνικά τραγούδια. 17.15 Κλείσιμο. 18 Ἐπανάληψις. 19 Εἰδήσεις. 20 Ἑλληνική μουσική. 21 Συναυλία. 22 Εἰδήσεις. 23.30 Κλείσιμο. — [316, 336, 584, 433]
taxi-stand-number: 36-070 — [276, 1057, 305, 1067]
eudromiai-header: Εὐδρομίαι — [923, 409, 1180, 445]
taxi-phone-row — [8, 1316, 305, 1328]
taxi-stand-name: Ἀλεξάνδρου Μίχαου — [8, 946, 90, 956]
